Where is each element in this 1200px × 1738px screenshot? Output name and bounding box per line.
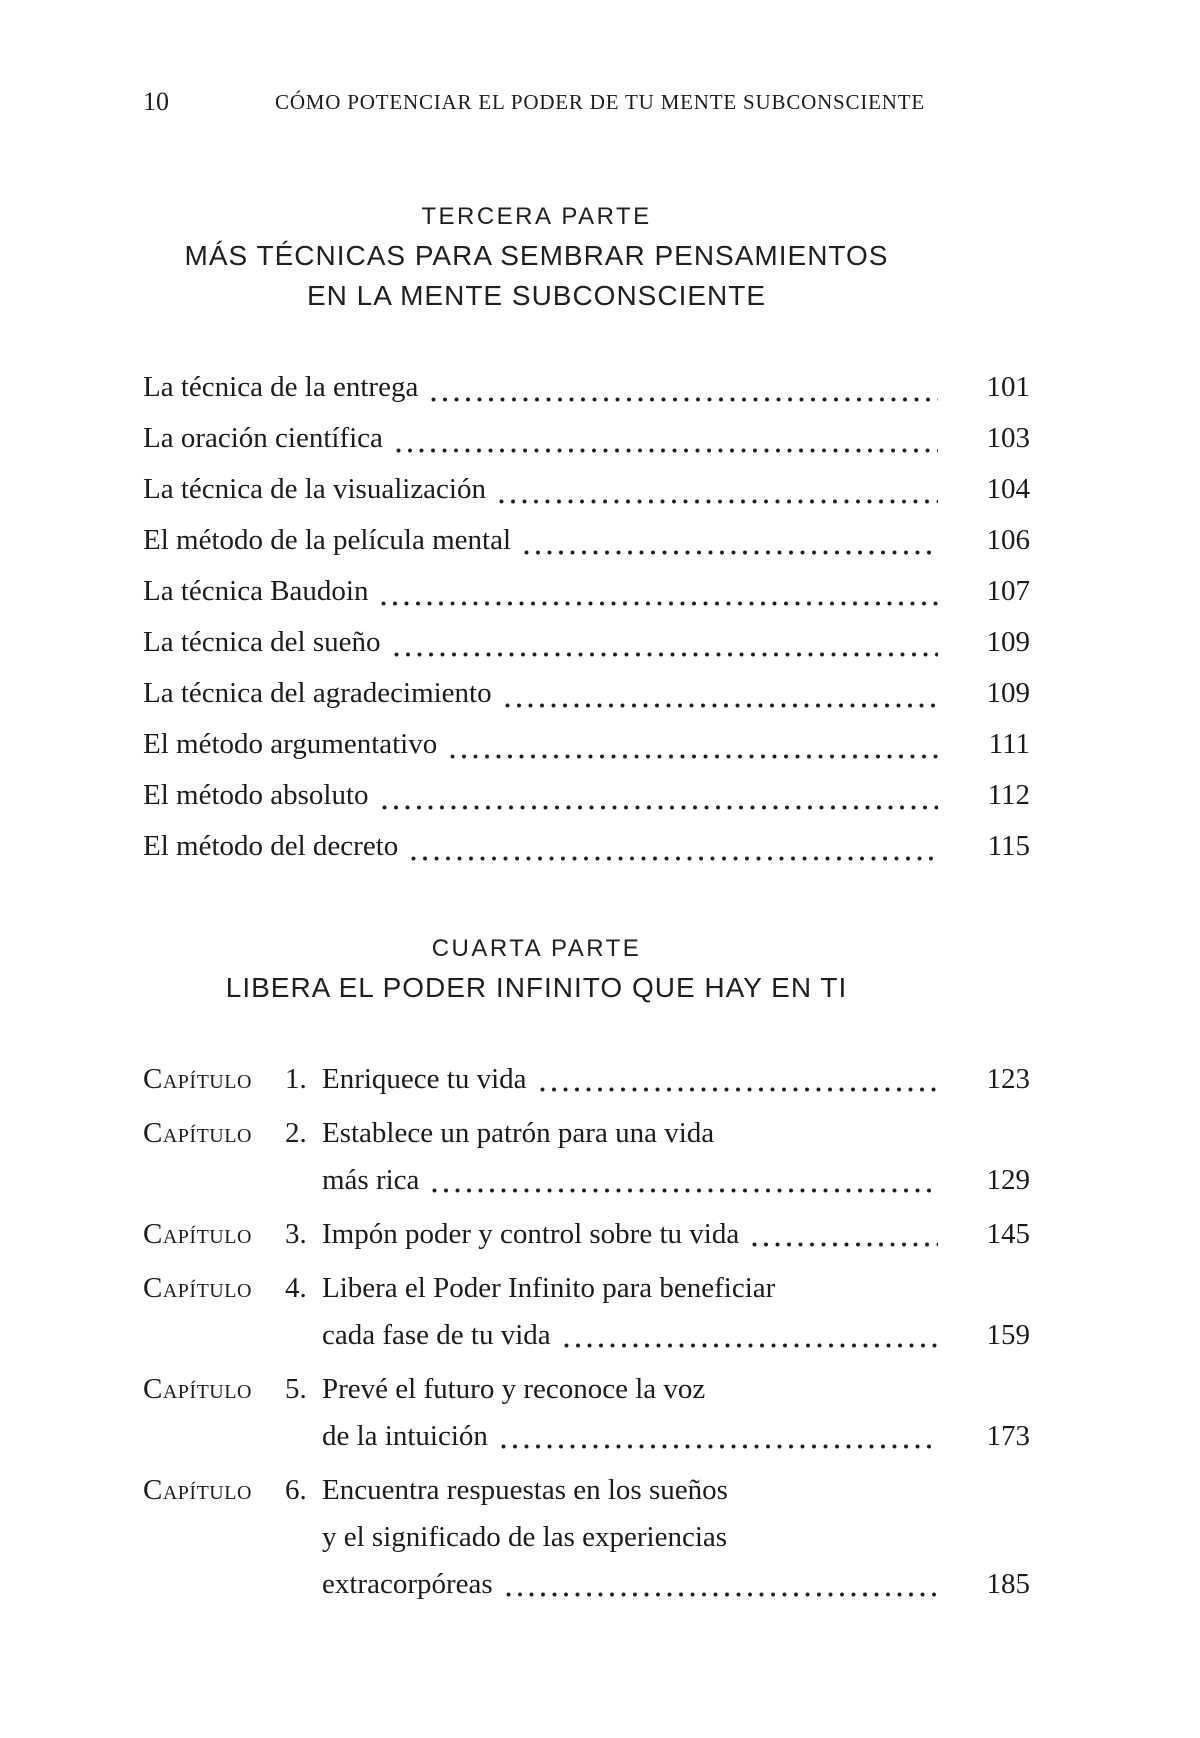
chapter-body (322, 1211, 1030, 1258)
toc-entry (143, 566, 1030, 617)
chapter-title-line: Enriquece tu vida (322, 1063, 527, 1095)
toc-entry (143, 362, 1030, 413)
chapter-entry (143, 1110, 1030, 1204)
toc-entry (143, 668, 1030, 719)
dot-leader (432, 1188, 938, 1193)
chapter-title-line: cada fase de tu vida (322, 1319, 551, 1351)
chapter-body (322, 1467, 1030, 1608)
chapter-entry (143, 1366, 1030, 1460)
dot-leader (381, 601, 938, 606)
toc-entry-title: La técnica del sueño (143, 626, 381, 658)
toc-entry (143, 464, 1030, 515)
toc-entry-page: 115 (987, 830, 1030, 862)
chapter-page: 129 (986, 1164, 1030, 1196)
chapter-body (322, 1110, 1030, 1204)
dot-leader (382, 805, 938, 810)
chapter-number: 6. (285, 1474, 307, 1506)
chapter-entry (143, 1467, 1030, 1608)
part3-title-line1: MÁS TÉCNICAS PARA SEMBRAR PENSAMIENTOS (184, 240, 889, 271)
toc-entry-page: 109 (986, 626, 1030, 658)
toc-content (143, 118, 1030, 1615)
toc-entry-page: 111 (988, 728, 1030, 760)
toc-entry-title: La técnica de la entrega (143, 371, 419, 403)
toc-entry-page: 104 (986, 473, 1030, 505)
chapter-page: 145 (986, 1218, 1030, 1250)
dot-leader (564, 1343, 938, 1348)
toc-entry-title: El método de la película mental (143, 524, 512, 556)
toc-entry-title: La oración científica (143, 422, 383, 454)
chapter-page: 185 (986, 1568, 1030, 1600)
dot-leader (501, 1444, 938, 1449)
toc-entry (143, 719, 1030, 770)
chapter-entry (143, 1265, 1030, 1359)
toc-entry-title: La técnica del agradecimiento (143, 677, 492, 709)
chapter-number: 2. (285, 1117, 307, 1149)
dot-leader (411, 856, 938, 861)
dot-leader (450, 754, 938, 759)
toc-entry-title: El método del decreto (143, 830, 399, 862)
part4-chapter-list (143, 1056, 1030, 1608)
chapter-label: Capítulo (143, 1474, 252, 1506)
chapter-title-line: extracorpóreas (322, 1568, 493, 1600)
chapter-label: Capítulo (143, 1117, 252, 1149)
toc-entry-title: La técnica de la visualización (143, 473, 486, 505)
running-head-title: CÓMO POTENCIAR EL PODER DE TU MENTE SUBCONSCIENTE (275, 90, 925, 114)
chapter-title-line: Establece un patrón para una vida (322, 1117, 715, 1149)
dot-leader (396, 448, 938, 453)
chapter-label: Capítulo (143, 1373, 252, 1405)
part4-title: LIBERA EL PODER INFINITO QUE HAY EN TI (225, 972, 848, 1003)
chapter-entry (143, 1056, 1030, 1103)
chapter-label: Capítulo (143, 1063, 252, 1095)
toc-entry-page: 106 (986, 524, 1030, 556)
chapter-page: 123 (986, 1063, 1030, 1095)
chapter-title-line: Libera el Poder Infinito para beneficiar (322, 1272, 776, 1304)
part3-entry-list (143, 362, 1030, 872)
chapter-number: 5. (285, 1373, 307, 1405)
chapter-title-line: Prevé el futuro y reconoce la voz (322, 1373, 706, 1405)
chapter-label: Capítulo (143, 1218, 252, 1250)
dot-leader (394, 652, 938, 657)
toc-entry-page: 101 (986, 371, 1030, 403)
part3-kicker: TERCERA PARTE (421, 203, 652, 230)
chapter-page: 159 (986, 1319, 1030, 1351)
chapter-page: 173 (986, 1420, 1030, 1452)
toc-entry-page: 103 (986, 422, 1030, 454)
toc-entry-title: El método absoluto (143, 779, 369, 811)
chapter-title-line: más rica (322, 1164, 420, 1196)
part4-heading (143, 934, 1030, 1008)
chapter-number: 3. (285, 1218, 307, 1250)
toc-entry-page: 109 (986, 677, 1030, 709)
part3-title (143, 236, 930, 316)
chapter-body (322, 1366, 1030, 1460)
dot-leader (752, 1242, 938, 1247)
chapter-title-line: Impón poder y control sobre tu vida (322, 1218, 740, 1250)
chapter-entry (143, 1211, 1030, 1258)
chapter-number: 4. (285, 1272, 307, 1304)
chapter-body (322, 1056, 1030, 1103)
toc-entry (143, 821, 1030, 872)
toc-entry (143, 617, 1030, 668)
dot-leader (524, 550, 938, 555)
dot-leader (506, 1592, 938, 1597)
chapter-title-line: y el significado de las experiencias (322, 1521, 728, 1553)
toc-entry-page: 112 (987, 779, 1030, 811)
dot-leader (540, 1087, 938, 1092)
toc-entry (143, 413, 1030, 464)
chapter-label: Capítulo (143, 1272, 252, 1304)
dot-leader (431, 397, 938, 402)
toc-entry (143, 515, 1030, 566)
folio-page-number: 10 (143, 87, 169, 116)
page-header (0, 86, 1200, 118)
dot-leader (499, 499, 938, 504)
toc-entry-title: La técnica Baudoin (143, 575, 369, 607)
toc-entry-title: El método argumentativo (143, 728, 438, 760)
dot-leader (505, 703, 938, 708)
toc-entry-page: 107 (986, 575, 1030, 607)
part3-title-line2: EN LA MENTE SUBCONSCIENTE (306, 280, 767, 311)
chapter-number: 1. (285, 1063, 307, 1095)
part4-kicker: CUARTA PARTE (431, 935, 642, 962)
part3-heading (143, 202, 1030, 316)
chapter-body (322, 1265, 1030, 1359)
chapter-title-line: de la intuición (322, 1420, 488, 1452)
toc-entry (143, 770, 1030, 821)
chapter-title-line: Encuentra respuestas en los sueños (322, 1474, 728, 1506)
